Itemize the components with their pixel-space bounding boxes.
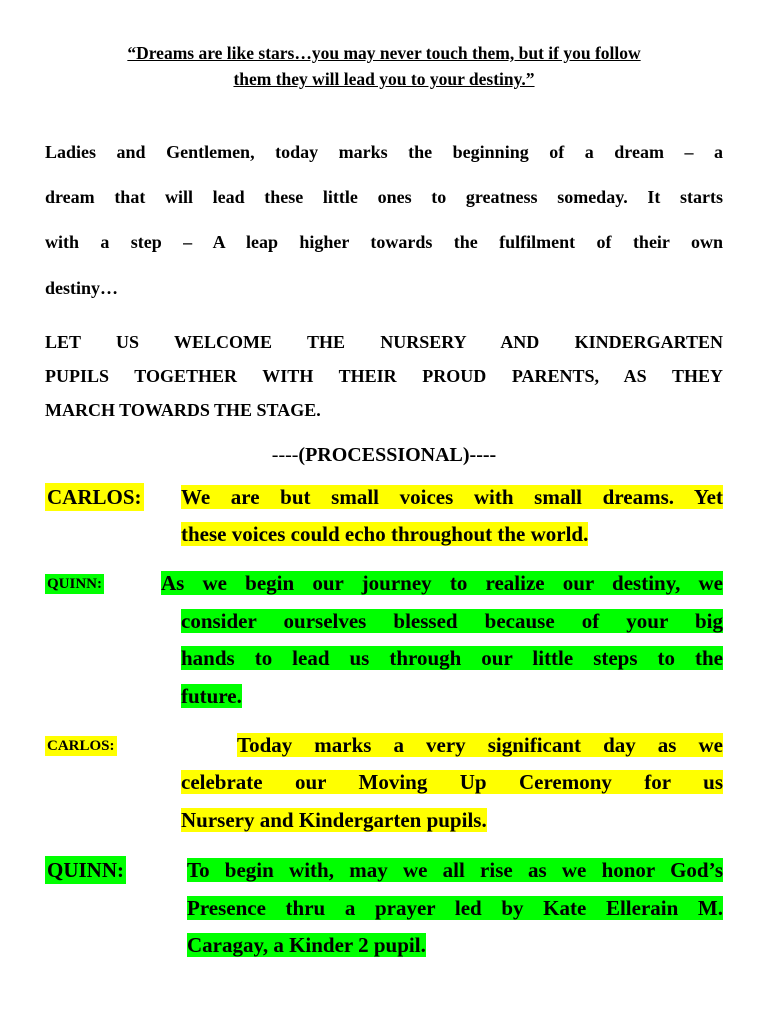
processional-heading bbox=[0, 444, 768, 467]
dialogue-text: As we begin our journey to realize our destiny, we bbox=[161, 571, 723, 595]
dialogue-line bbox=[181, 482, 723, 513]
dialogue-text: celebrate our Moving Up Ceremony for us bbox=[181, 770, 723, 794]
welcome-line-2: PUPILS TOGETHER WITH THEIR PROUD PARENTS, AS THEY bbox=[45, 366, 723, 386]
dialogue-text: Caragay, a Kinder 2 pupil. bbox=[187, 933, 426, 957]
speaker-label: QUINN: bbox=[47, 858, 124, 882]
dialogue-line bbox=[181, 643, 723, 674]
processional-text: (PROCESSIONAL)---- bbox=[298, 444, 497, 466]
dialogue-text: future. bbox=[181, 684, 242, 708]
speaker-quinn-1 bbox=[45, 571, 104, 597]
quote-line-1: “Dreams are like stars…you may never touch them, but if you follow bbox=[127, 43, 641, 63]
dialogue-line bbox=[181, 681, 723, 712]
dialogue-text: To begin with, may we all rise as we honor God’s bbox=[187, 858, 723, 882]
welcome-line-1: LET US WELCOME THE NURSERY AND KINDERGARTEN bbox=[45, 332, 723, 352]
dialogue-text: We are but small voices with small dreams. Yet bbox=[181, 485, 723, 509]
intro-line-1: Ladies and Gentlemen, today marks the beginning of a dream – a bbox=[45, 142, 723, 162]
processional-dash: ---- bbox=[271, 444, 299, 466]
dialogue-text: Nursery and Kindergarten pupils. bbox=[181, 808, 487, 832]
speaker-label: QUINN: bbox=[47, 576, 102, 592]
quote-line-2: them they will lead you to your destiny.” bbox=[233, 69, 535, 89]
dialogue-text: consider ourselves blessed because of your big bbox=[181, 609, 723, 633]
dialogue-line bbox=[181, 767, 723, 798]
speaker-carlos-1 bbox=[45, 482, 144, 513]
dialogue-text: Presence thru a prayer led by Kate Ellerain M. bbox=[187, 896, 723, 920]
intro-line-4: destiny… bbox=[45, 278, 119, 298]
speaker-label: CARLOS: bbox=[47, 738, 115, 754]
speaker-label: CARLOS: bbox=[47, 485, 142, 509]
dialogue-line bbox=[187, 855, 723, 886]
dialogue-line bbox=[187, 893, 723, 924]
dialogue-line bbox=[181, 606, 723, 637]
speaker-quinn-2 bbox=[45, 855, 126, 886]
dialogue-text: Today marks a very significant day as we bbox=[237, 733, 723, 757]
welcome-line-3: MARCH TOWARDS THE STAGE. bbox=[45, 400, 321, 420]
dialogue-line bbox=[187, 930, 723, 961]
dialogue-text: hands to lead us through our little steps to the bbox=[181, 646, 723, 670]
dialogue-text: these voices could echo throughout the world. bbox=[181, 522, 589, 546]
dialogue-line bbox=[161, 568, 723, 599]
dialogue-line bbox=[237, 730, 723, 761]
intro-line-2: dream that will lead these little ones to greatness someday. It starts bbox=[45, 187, 723, 207]
intro-line-3: with a step – A leap higher towards the fulfilment of their own bbox=[45, 232, 723, 252]
dialogue-line bbox=[181, 519, 723, 550]
dialogue-line bbox=[181, 805, 723, 836]
speaker-carlos-2 bbox=[45, 733, 117, 759]
